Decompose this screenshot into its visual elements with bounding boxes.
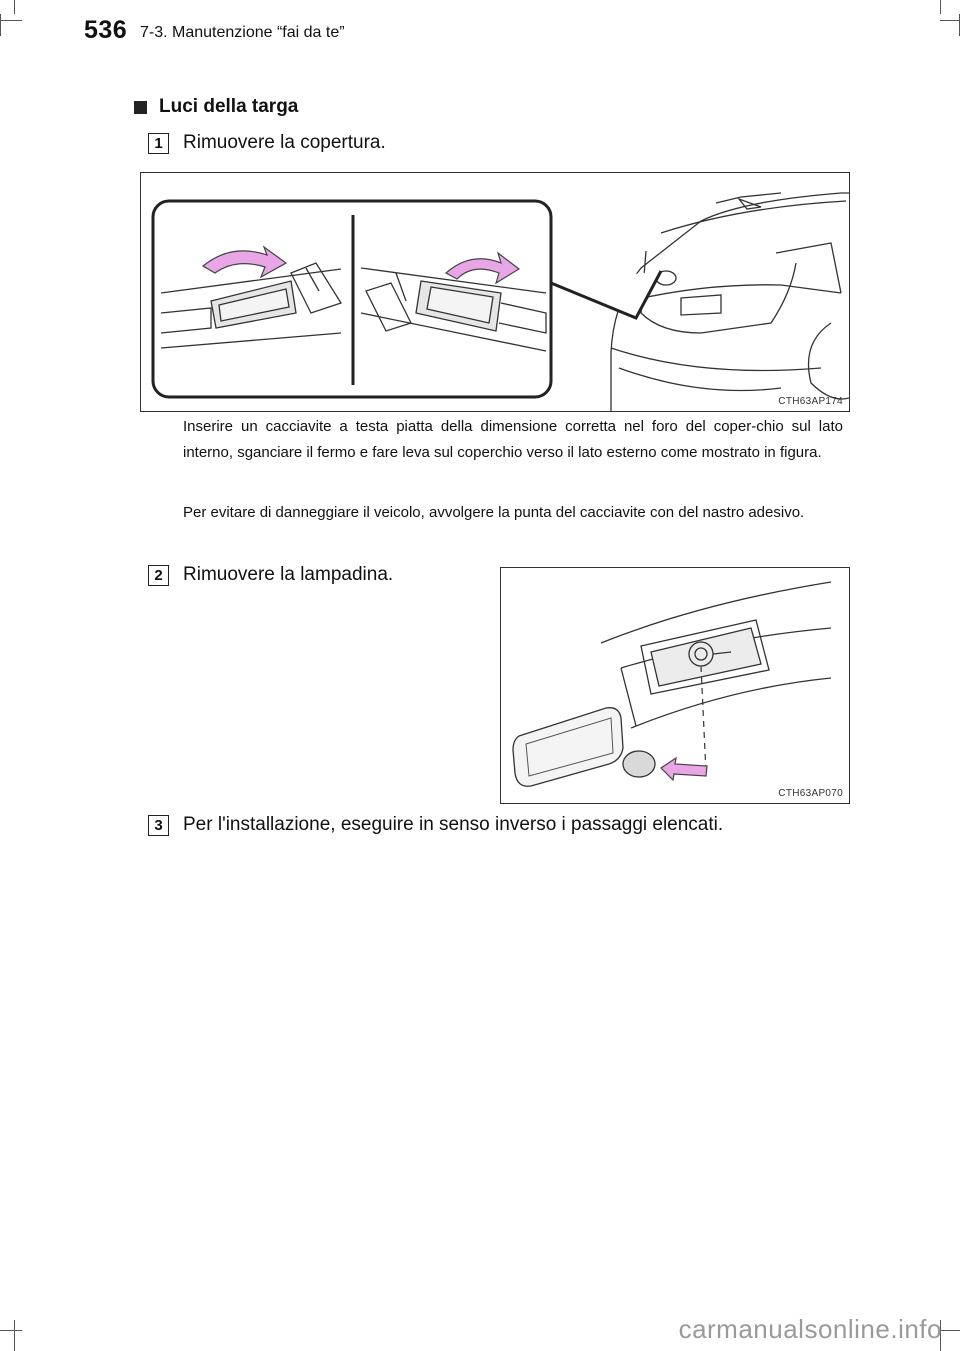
- crop-mark: [940, 0, 941, 14]
- section-bullet: [134, 101, 147, 114]
- crop-mark: [940, 20, 960, 21]
- step-text-2: Rimuovere la lampadina.: [183, 564, 394, 585]
- step-number-1: 1: [148, 133, 169, 154]
- cover-removal-illustration: [141, 173, 849, 411]
- arrow-left-icon: [661, 758, 707, 780]
- figure-bulb-removal: [500, 567, 850, 804]
- crop-mark: [0, 1330, 22, 1331]
- bulb-removal-illustration: [501, 568, 849, 803]
- crop-mark: [14, 0, 15, 14]
- page-number: 536: [84, 16, 128, 44]
- step-number-3: 3: [148, 815, 169, 836]
- crop-mark: [0, 20, 22, 21]
- bulb-icon: [623, 751, 655, 777]
- crop-mark: [0, 14, 1, 36]
- figure-cover-removal: [140, 172, 850, 412]
- figure-code-1: CTH63AP174: [778, 396, 843, 407]
- step-1-note-2: Per evitare di danneggiare il veicolo, avvolgere la punta del cacciavite con del nastro adesivo.: [183, 504, 805, 521]
- step-text-1: Rimuovere la copertura.: [183, 132, 386, 153]
- section-title: Luci della targa: [159, 96, 299, 117]
- crop-mark: [14, 1320, 15, 1351]
- step-text-3: Per l'installazione, eseguire in senso inverso i passaggi elencati.: [183, 814, 724, 835]
- chapter-title: 7-3. Manutenzione “fai da te”: [140, 24, 345, 41]
- figure-code-2: CTH63AP070: [778, 788, 843, 799]
- step-number-2: 2: [148, 565, 169, 586]
- step-1-note-1: Inserire un cacciavite a testa piatta della dimensione corretta nel foro del coper-chio sul lato interno, sganciare il fermo e fare leva sul coperchio verso il lato esterno come mostrato in figura.: [183, 418, 843, 461]
- watermark: carmanualsonline.info: [678, 1314, 942, 1344]
- crop-mark: [940, 1330, 960, 1331]
